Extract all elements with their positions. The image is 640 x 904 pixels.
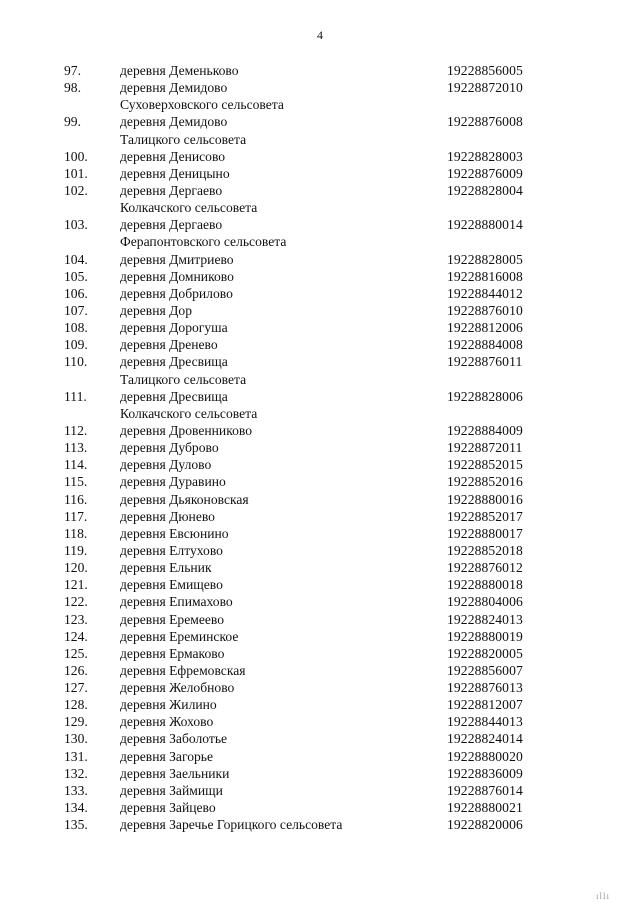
row-number: 113. [64, 440, 88, 456]
settlement-name: Талицкого сельсовета [120, 371, 247, 387]
settlement-name: деревня Дресвища [120, 388, 228, 404]
oktmo-code: 19228884009 [447, 422, 523, 438]
list-row [0, 525, 640, 542]
oktmo-code: 19228884008 [447, 337, 523, 353]
list-row [0, 113, 640, 130]
list-row [0, 199, 640, 216]
list-row [0, 542, 640, 559]
row-number: 130. [64, 731, 88, 747]
list-row [0, 439, 640, 456]
list-row [0, 165, 640, 182]
settlement-name: Колкачского сельсовета [120, 405, 258, 421]
oktmo-code: 19228876011 [447, 354, 523, 370]
list-row [0, 456, 640, 473]
settlement-name: деревня Добрилово [120, 285, 233, 301]
settlement-name: деревня Епимахово [120, 594, 233, 610]
list-row [0, 611, 640, 628]
list-row [0, 576, 640, 593]
settlement-name: Суховерховского сельсовета [120, 97, 284, 113]
settlement-name: деревня Зайцево [120, 800, 216, 816]
list-row [0, 473, 640, 490]
settlement-name: деревня Елтухово [120, 542, 223, 558]
list-row [0, 353, 640, 370]
oktmo-code: 19228880014 [447, 217, 523, 233]
row-number: 128. [64, 697, 88, 713]
list-row [0, 216, 640, 233]
row-number: 134. [64, 800, 88, 816]
settlement-name: деревня Ельник [120, 560, 212, 576]
row-number: 111. [64, 388, 87, 404]
settlement-name: деревня Дергаево [120, 182, 223, 198]
list-row [0, 148, 640, 165]
settlement-name: деревня Займищи [120, 782, 223, 798]
settlement-name: деревня Ереминское [120, 628, 239, 644]
oktmo-code: 19228844013 [447, 714, 523, 730]
row-number: 116. [64, 491, 88, 507]
row-number: 114. [64, 457, 88, 473]
oktmo-code: 19228820006 [447, 817, 523, 833]
list-row [0, 405, 640, 422]
row-number: 126. [64, 662, 88, 678]
settlement-name: Талицкого сельсовета [120, 131, 247, 147]
list-row [0, 765, 640, 782]
row-number: 104. [64, 251, 88, 267]
settlement-name: деревня Дровенниково [120, 422, 253, 438]
list-row [0, 713, 640, 730]
oktmo-code: 19228828004 [447, 182, 523, 198]
oktmo-code: 19228824013 [447, 611, 523, 627]
list-row [0, 422, 640, 439]
list-row [0, 233, 640, 250]
list-row [0, 96, 640, 113]
oktmo-code: 19228828003 [447, 148, 523, 164]
oktmo-code: 19228876008 [447, 114, 523, 130]
oktmo-code: 19228824014 [447, 731, 523, 747]
oktmo-code: 19228852017 [447, 508, 523, 524]
row-number: 107. [64, 302, 88, 318]
oktmo-code: 19228820005 [447, 645, 523, 661]
row-number: 121. [64, 577, 88, 593]
list-row [0, 645, 640, 662]
list-row [0, 131, 640, 148]
list-row [0, 182, 640, 199]
settlement-name: Колкачского сельсовета [120, 200, 258, 216]
oktmo-code: 19228876014 [447, 782, 523, 798]
settlement-name: деревня Дуброво [120, 440, 219, 456]
list-row [0, 268, 640, 285]
settlement-name: Ферапонтовского сельсовета [120, 234, 287, 250]
row-number: 135. [64, 817, 88, 833]
oktmo-code: 19228852016 [447, 474, 523, 490]
oktmo-code: 19228836009 [447, 765, 523, 781]
row-number: 124. [64, 628, 88, 644]
oktmo-code: 19228844012 [447, 285, 523, 301]
settlement-name: деревня Деницыно [120, 165, 230, 181]
list-row [0, 679, 640, 696]
oktmo-code: 19228880021 [447, 800, 523, 816]
row-number: 132. [64, 765, 88, 781]
row-number: 112. [64, 422, 88, 438]
row-number: 118. [64, 525, 88, 541]
list-row [0, 730, 640, 747]
oktmo-code: 19228812006 [447, 320, 523, 336]
row-number: 122. [64, 594, 88, 610]
oktmo-code: 19228876010 [447, 302, 523, 318]
row-number: 119. [64, 542, 88, 558]
list-row [0, 696, 640, 713]
list-row [0, 302, 640, 319]
settlement-name: деревня Дуравино [120, 474, 226, 490]
oktmo-code: 19228876009 [447, 165, 523, 181]
row-number: 97. [64, 63, 81, 78]
list-row [0, 319, 640, 336]
list-row [0, 593, 640, 610]
list-row [0, 799, 640, 816]
settlement-name: деревня Дор [120, 302, 192, 318]
settlement-name: деревня Еремеево [120, 611, 225, 627]
oktmo-code: 19228852015 [447, 457, 523, 473]
row-number: 131. [64, 748, 88, 764]
row-number: 101. [64, 165, 88, 181]
settlement-name: деревня Заельники [120, 765, 230, 781]
list-row [0, 508, 640, 525]
row-number: 125. [64, 645, 88, 661]
row-number: 127. [64, 680, 88, 696]
list-row [0, 491, 640, 508]
settlement-name: деревня Загорье [120, 748, 214, 764]
list-row [0, 251, 640, 268]
list-row [0, 388, 640, 405]
list-row [0, 559, 640, 576]
oktmo-code: 19228816008 [447, 268, 523, 284]
row-number: 115. [64, 474, 88, 490]
oktmo-code: 19228880016 [447, 491, 523, 507]
settlement-name: деревня Ефремовская [120, 662, 246, 678]
settlement-name: деревня Заречье Горицкого сельсовета [120, 817, 343, 833]
row-number: 109. [64, 337, 88, 353]
settlement-name: деревня Дренево [120, 337, 218, 353]
oktmo-code: 19228804006 [447, 594, 523, 610]
list-row [0, 662, 640, 679]
oktmo-code: 19228828006 [447, 388, 523, 404]
settlement-name: деревня Домниково [120, 268, 234, 284]
settlement-name: деревня Емищево [120, 577, 223, 593]
row-number: 98. [64, 80, 81, 96]
list-row [0, 285, 640, 302]
list-row [0, 336, 640, 353]
oktmo-code: 19228880017 [447, 525, 523, 541]
oktmo-code: 19228872011 [447, 440, 523, 456]
settlement-name: деревня Заболотье [120, 731, 228, 747]
scan-mark: ıllı [595, 891, 610, 901]
settlement-name: деревня Дмитриево [120, 251, 234, 267]
settlement-name: деревня Дергаево [120, 217, 223, 233]
settlement-name: деревня Дюнево [120, 508, 215, 524]
oktmo-code: 19228880019 [447, 628, 523, 644]
row-number: 129. [64, 714, 88, 730]
row-number: 120. [64, 560, 88, 576]
settlement-name: деревня Демидово [120, 114, 228, 130]
settlement-name: деревня Дорогуша [120, 320, 228, 336]
row-number: 100. [64, 148, 88, 164]
row-number: 123. [64, 611, 88, 627]
list-row [0, 628, 640, 645]
settlement-list [0, 62, 640, 833]
oktmo-code: 19228876013 [447, 680, 523, 696]
oktmo-code: 19228880020 [447, 748, 523, 764]
settlement-name: деревня Ермаково [120, 645, 225, 661]
list-row [0, 371, 640, 388]
list-row [0, 782, 640, 799]
settlement-name: деревня Дулово [120, 457, 212, 473]
row-number: 106. [64, 285, 88, 301]
row-number: 110. [64, 354, 88, 370]
oktmo-code: 19228872010 [447, 80, 523, 96]
settlement-name: деревня Дьяконовская [120, 491, 249, 507]
oktmo-code: 19228876012 [447, 560, 523, 576]
list-row [0, 79, 640, 96]
row-number: 102. [64, 182, 88, 198]
list-row [0, 62, 640, 79]
oktmo-code: 19228812007 [447, 697, 523, 713]
settlement-name: деревня Демидово [120, 80, 228, 96]
row-number: 103. [64, 217, 88, 233]
list-row [0, 816, 640, 833]
list-row [0, 748, 640, 765]
row-number: 105. [64, 268, 88, 284]
row-number: 117. [64, 508, 88, 524]
settlement-name: деревня Жилино [120, 697, 217, 713]
row-number: 99. [64, 114, 81, 130]
row-number: 133. [64, 782, 88, 798]
settlement-name: деревня Дресвища [120, 354, 228, 370]
settlement-name: деревня Евсюнино [120, 525, 229, 541]
oktmo-code: 19228880018 [447, 577, 523, 593]
settlement-name: деревня Желобново [120, 680, 235, 696]
settlement-name: деревня Жохово [120, 714, 214, 730]
oktmo-code: 19228852018 [447, 542, 523, 558]
settlement-name: деревня Деменьково [120, 63, 239, 78]
row-number: 108. [64, 320, 88, 336]
oktmo-code: 19228856005 [447, 63, 523, 78]
oktmo-code: 19228828005 [447, 251, 523, 267]
page-number: 4 [317, 28, 323, 42]
oktmo-code: 19228856007 [447, 662, 523, 678]
settlement-name: деревня Денисово [120, 148, 226, 164]
